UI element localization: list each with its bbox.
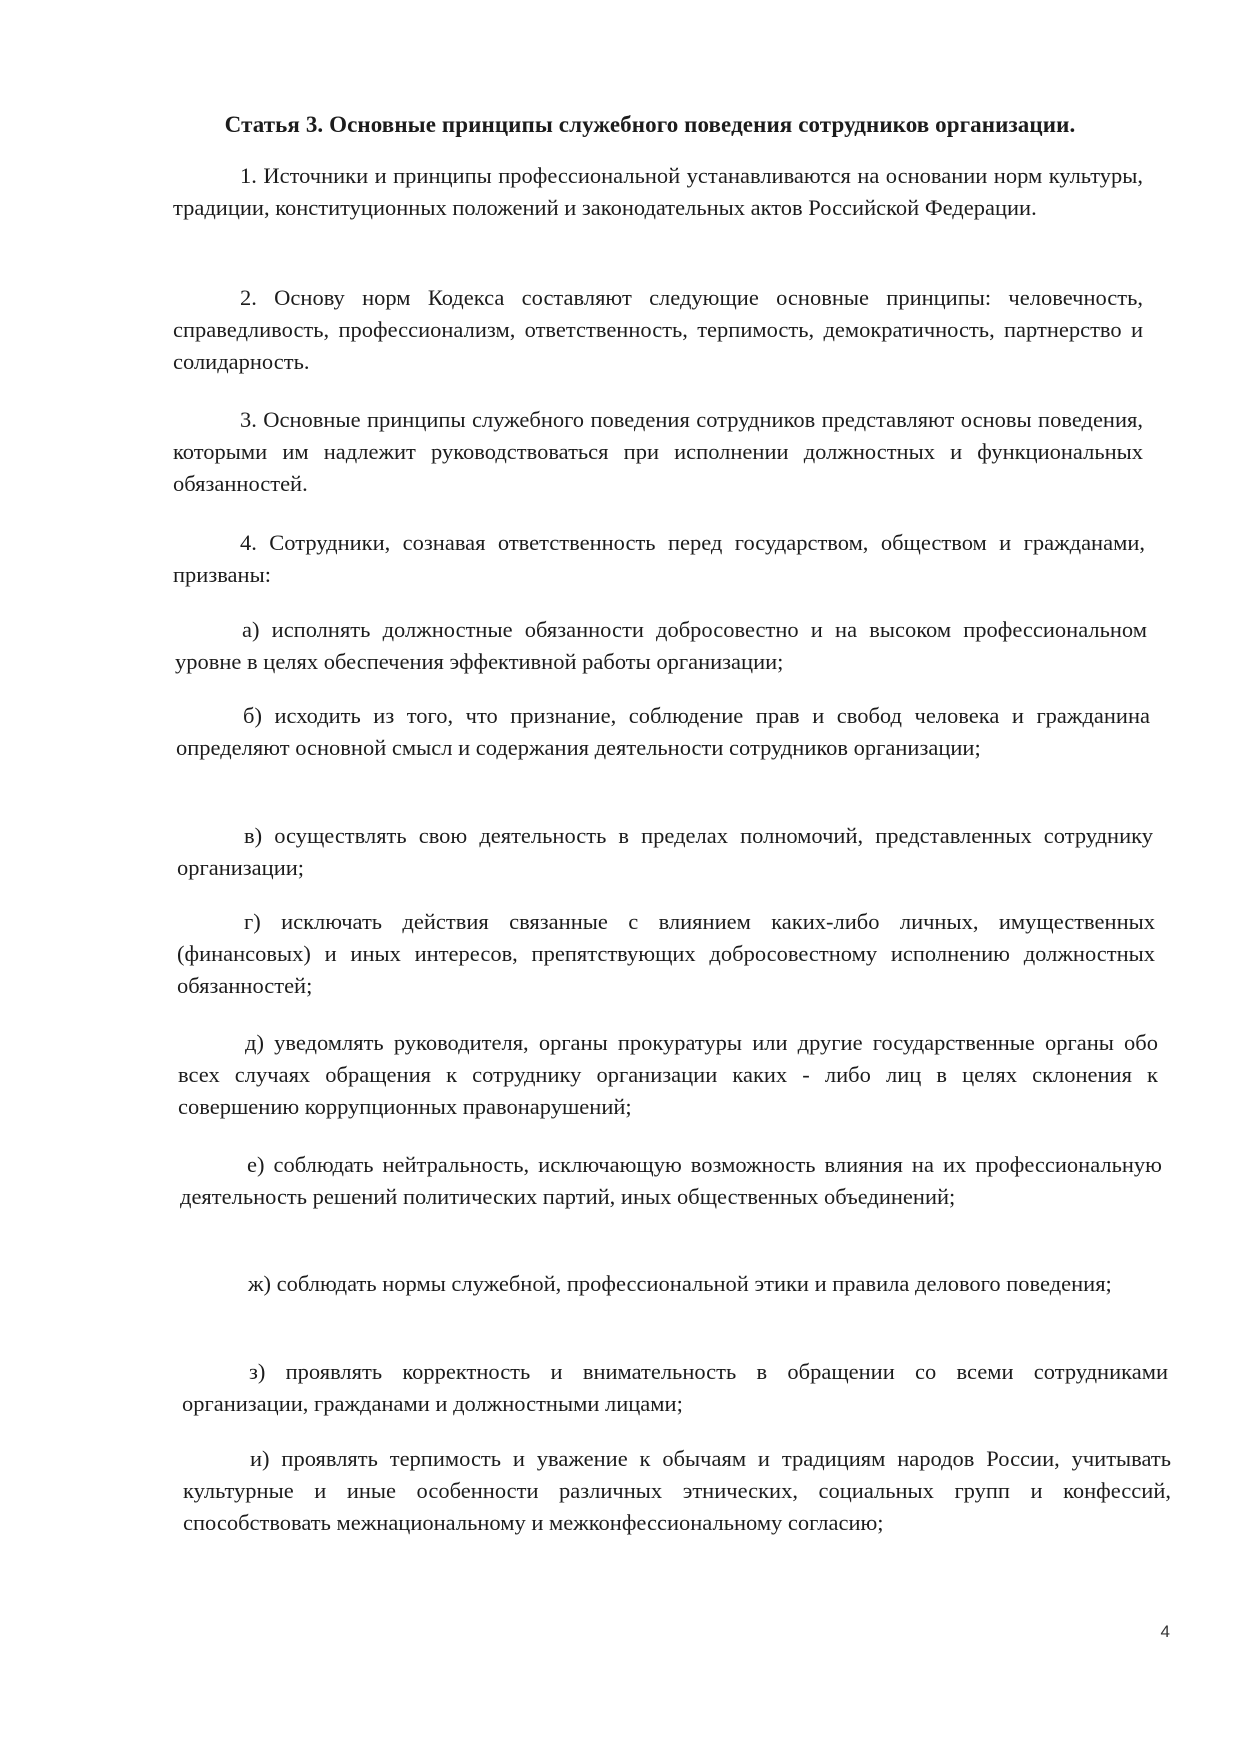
paragraph-4z: з) проявлять корректность и внимательность в обращении со всеми сотрудниками организации, гражданами и должностными лицами; — [182, 1359, 1168, 1416]
paragraph-4v: в) осуществлять свою деятельность в пределах полномочий, представленных сотруднику организации; — [177, 823, 1153, 880]
paragraph-4d: д) уведомлять руководителя, органы прокуратуры или другие государственные органы обо всех случаях обращения к сотруднику организации каких - либо лиц в целях склонения к совершению коррупционных правонарушений; — [178, 1030, 1158, 1119]
article-title: Статья 3. Основные принципы служебного поведения сотрудников организации. — [224, 112, 1076, 137]
paragraph-2: 2. Основу норм Кодекса составляют следующие основные принципы: человечность, справедливость, профессионализм, ответственность, терпимость, демократичность, партнерство и солидарность. — [173, 285, 1143, 374]
paragraph-4b: б) исходить из того, что признание, соблюдение прав и свобод человека и гражданина определяют основной смысл и содержания деятельности сотрудников организации; — [176, 703, 1150, 760]
paragraph-4e: е) соблюдать нейтральность, исключающую возможность влияния на их профессиональную деятельность решений политических партий, иных общественных объединений; — [180, 1152, 1162, 1209]
paragraph-4a: а) исполнять должностные обязанности добросовестно и на высоком профессиональном уровне в целях обеспечения эффективной работы организации; — [175, 617, 1147, 674]
paragraph-4g: г) исключать действия связанные с влиянием каких-либо личных, имущественных (финансовых) и иных интересов, препятствующих добросовестному исполнению должностных обязанностей; — [177, 909, 1155, 998]
paragraph-4: 4. Сотрудники, сознавая ответственность перед государством, обществом и гражданами, призваны: — [173, 530, 1145, 587]
paragraph-1: 1. Источники и принципы профессиональной устанавливаются на основании норм культуры, традиции, конституционных положений и законодательных актов Российской Федерации. — [173, 163, 1143, 220]
paragraph-4zh: ж) соблюдать нормы служебной, профессиональной этики и правила делового поведения; — [248, 1271, 1112, 1296]
paragraph-4i: и) проявлять терпимость и уважение к обычаям и традициям народов России, учитывать культурные и иные особенности различных этнических, социальных групп и конфессий, способствовать межнациональному и межконфессиональному согласию; — [183, 1446, 1171, 1535]
page-number: 4 — [1160, 1622, 1170, 1641]
paragraph-3: 3. Основные принципы служебного поведения сотрудников представляют основы поведения, которыми им надлежит руководствоваться при исполнении должностных и функциональных обязанностей. — [173, 407, 1143, 496]
